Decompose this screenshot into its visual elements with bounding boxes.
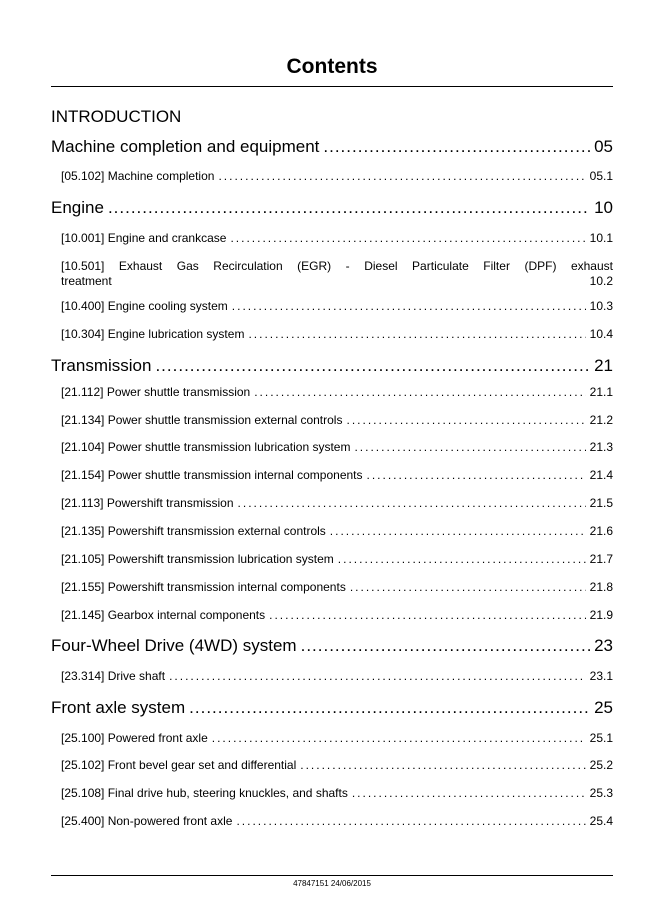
toc-item-page: 21.3 [589,440,613,454]
toc-item[interactable] [61,495,613,511]
toc-item[interactable] [61,757,613,773]
toc-section[interactable] [51,355,613,377]
footer-divider [51,875,613,876]
toc-item-label: [21.113] Powershift transmission [61,496,234,510]
toc-section-page: 23 [594,636,613,655]
toc-item-label: [10.400] Engine cooling system [61,299,228,313]
toc-section-label: Engine [51,198,104,217]
toc-leader [232,298,586,314]
toc-item-page: 10.3 [589,299,613,313]
toc-item-label: [05.102] Machine completion [61,169,215,183]
toc-leader [300,757,585,773]
page-title: Contents [286,55,378,78]
toc-item[interactable] [61,168,613,184]
toc-leader [346,412,585,428]
toc-leader [350,579,586,595]
toc-leader [323,136,590,158]
toc-item-label: [23.314] Drive shaft [61,669,166,683]
toc-section-page: 25 [594,698,613,717]
toc-item-page: 21.4 [589,468,613,482]
toc-section[interactable] [51,697,613,719]
toc-item[interactable] [61,384,613,400]
toc-item[interactable] [61,467,613,483]
toc-section[interactable] [51,635,613,657]
toc-leader [218,168,585,184]
toc-item[interactable] [61,326,613,342]
toc-section-label: Four-Wheel Drive (4WD) system [51,636,297,655]
toc-leader [330,523,586,539]
toc-leader [367,467,586,483]
toc-item-label: [21.112] Power shuttle transmission [61,385,251,399]
toc-item-label: [25.108] Final drive hub, steering knuckles, and shafts [61,786,348,800]
toc-leader [169,668,586,684]
toc-item-page: 10.2 [589,274,613,288]
toc-item-label: [10.501] Exhaust Gas Recirculation (EGR) - Diesel Particulate Filter (DPF) exhaust [61,259,613,273]
toc-item[interactable] [61,785,613,801]
toc-item[interactable] [61,259,613,289]
toc-leader [352,785,586,801]
toc-item-page: 21.9 [589,608,613,622]
toc-leader [248,326,585,342]
toc-section-page: 21 [594,356,613,375]
toc-section[interactable] [51,136,613,158]
title-divider [51,86,613,87]
toc-item-label: [21.145] Gearbox internal components [61,608,266,622]
toc-section-page: 10 [594,198,613,217]
toc-item[interactable] [61,607,613,623]
toc-item[interactable] [61,523,613,539]
toc-item-label: [21.134] Power shuttle transmission external controls [61,413,343,427]
toc-item-page: 21.5 [589,496,613,510]
toc-item[interactable] [61,439,613,455]
toc-section-label: Transmission [51,356,152,375]
toc-section[interactable] [51,197,613,219]
toc-item[interactable] [61,579,613,595]
toc-item[interactable] [61,412,613,428]
toc-item-label: [10.001] Engine and crankcase [61,231,227,245]
toc-item-label: [21.154] Power shuttle transmission internal components [61,468,363,482]
toc-leader [338,551,586,567]
toc-item-page: 21.6 [589,524,613,538]
toc-leader [189,697,590,719]
toc-leader [238,495,586,511]
toc-item-label-continued: treatment [61,274,112,288]
toc-item-label: [25.400] Non-powered front axle [61,814,233,828]
toc-item[interactable] [61,298,613,314]
introduction-heading: INTRODUCTION [51,107,182,126]
toc-item-page: 23.1 [589,669,613,683]
toc-item-page: 25.4 [589,814,613,828]
toc-item-label: [21.135] Powershift transmission external controls [61,524,326,538]
toc-item-label: [21.104] Power shuttle transmission lubrication system [61,440,351,454]
toc-item[interactable] [61,230,613,246]
toc-leader [108,197,590,219]
toc-leader [301,635,590,657]
toc-item-page: 25.2 [589,758,613,772]
toc-item[interactable] [61,551,613,567]
toc-leader [354,439,585,455]
page-footer: 47847151 24/06/2015 [293,879,371,888]
toc-section-page: 05 [594,137,613,156]
toc-item[interactable] [61,668,613,684]
toc-item-page: 21.1 [589,385,613,399]
toc-leader [254,384,585,400]
toc-item-page: 21.2 [589,413,613,427]
toc-leader [230,230,585,246]
toc-item-page: 10.1 [589,231,613,245]
toc-item-page: 21.8 [589,580,613,594]
toc-leader [212,730,586,746]
toc-item-label: [21.105] Powershift transmission lubrication system [61,552,334,566]
toc-item-page: 05.1 [589,169,613,183]
toc-leader [236,813,585,829]
toc-item-page: 10.4 [589,327,613,341]
toc-item-label: [10.304] Engine lubrication system [61,327,245,341]
toc-item-label: [21.155] Powershift transmission internal components [61,580,346,594]
toc-section-label: Machine completion and equipment [51,137,320,156]
toc-item-label: [25.100] Powered front axle [61,731,208,745]
toc-item-page: 25.1 [589,731,613,745]
toc-leader [155,355,590,377]
toc-leader [269,607,586,623]
toc-section-label: Front axle system [51,698,186,717]
toc-item-page: 21.7 [589,552,613,566]
toc-item[interactable] [61,813,613,829]
toc-item-label: [25.102] Front bevel gear set and differential [61,758,297,772]
toc-item-page: 25.3 [589,786,613,800]
toc-item[interactable] [61,730,613,746]
